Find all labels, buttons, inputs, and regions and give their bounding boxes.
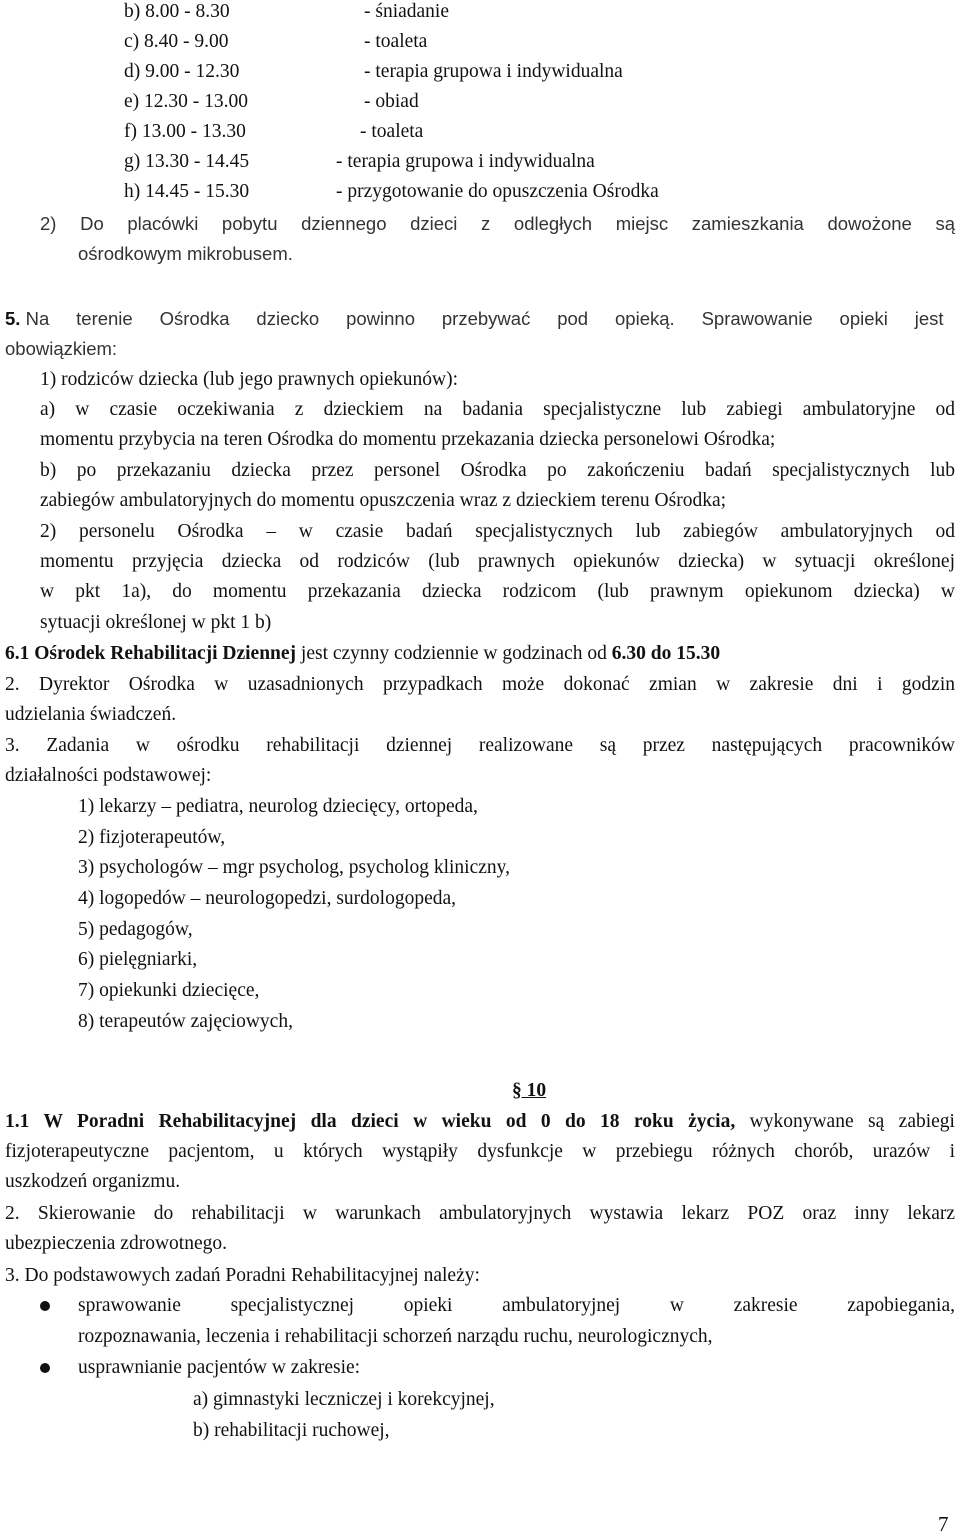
body-line: a) w czasie oczekiwania z dzieckiem na badania specjalistyczne lub zabiegi ambulatoryjne od [40,399,955,420]
bullet-item-line: usprawnianie pacjentów w zakresie: [78,1357,361,1378]
schedule-time: c) 8.40 - 9.00 [124,31,229,52]
clinic-paragraph-line [5,1110,955,1134]
sub-item: b) rehabilitacji ruchowej, [193,1420,390,1441]
bullet-item-line: sprawowanie specjalistycznej opieki ambulatoryjnej w zakresie zapobiegania, [78,1295,955,1316]
staff-list-item: 8) terapeutów zajęciowych, [78,1011,293,1032]
staff-list-item: 7) opiekunki dziecięce, [78,980,260,1001]
care-paragraph-text: Na terenie Ośrodka dziecko powinno przebywać pod opieką. Sprawowanie opieki jest [25,308,944,329]
schedule-activity: - terapia grupowa i indywidualna [364,61,623,82]
schedule-activity: - przygotowanie do opuszczenia Ośrodka [336,181,659,202]
schedule-activity: - toaleta [364,31,428,52]
staff-list-item: 1) lekarzy – pediatra, neurolog dziecięcy, ortopeda, [78,796,478,817]
director-paragraph-line: udzielania świadczeń. [5,704,177,725]
transport-paragraph-line: ośrodkowym mikrobusem. [78,243,293,264]
tasks-paragraph-line: działalności podstawowej: [5,765,212,786]
referral-paragraph-line: 2. Skierowanie do rehabilitacji w warunkach ambulatoryjnych wystawia lekarz POZ oraz inny lekarz [5,1203,955,1224]
staff-list-item: 3) psychologów – mgr psycholog, psycholog kliniczny, [78,857,511,878]
schedule-time: e) 12.30 - 13.00 [124,91,249,112]
schedule-activity: - śniadanie [364,1,450,22]
schedule-time: g) 13.30 - 14.45 [124,151,250,172]
body-line: b) po przekazaniu dziecka przez personel Ośrodka po zakończeniu badań specjalistycznych lub [40,460,955,481]
clinic-paragraph-line: uszkodzeń organizmu. [5,1171,181,1192]
tasks-paragraph-line: 3. Zadania w ośrodku rehabilitacji dziennej realizowane są przez następujących pracowników [5,735,955,756]
page-number: 7 [938,1512,949,1536]
day-center-name: 6.1 Ośrodek Rehabilitacji Dziennej [5,643,297,664]
schedule-time: f) 13.00 - 13.30 [124,121,246,142]
body-line: momentu przyjęcia dziecka od rodziców (lub prawnych opiekunów dziecka) w sytuacji określonej [40,551,955,572]
body-line: momentu przybycia na teren Ośrodka do momentu przekazania dziecka personelowi Ośrodka; [40,429,776,450]
bullet-icon [40,1363,50,1373]
body-line: zabiegów ambulatoryjnych do momentu opuszczenia wraz z dzieckiem terenu Ośrodka; [40,490,727,511]
schedule-time: b) 8.00 - 8.30 [124,1,230,22]
staff-list-item: 2) fizjoterapeutów, [78,827,226,848]
bullet-icon [40,1301,50,1311]
sub-item: a) gimnastyki leczniczej i korekcyjnej, [193,1389,495,1410]
bullet-item-line: rozpoznawania, leczenia i rehabilitacji schorzeń narządu ruchu, neurologicznych, [78,1326,713,1347]
clinic-paragraph-line: fizjoterapeutyczne pacjentom, u których wystąpiły dysfunkcje w przebiegu różnych chorób, urazów i [5,1141,955,1162]
section-number: § 10 [512,1080,547,1101]
day-center-hours-range: 6.30 do 15.30 [611,643,721,664]
staff-list-item: 4) logopedów – neurologopedzi, surdologopeda, [78,888,457,909]
care-paragraph-number: 5. [5,308,21,329]
referral-paragraph-line: ubezpieczenia zdrowotnego. [5,1233,227,1254]
staff-list-item: 5) pedagogów, [78,919,193,940]
staff-list-item: 6) pielęgniarki, [78,949,198,970]
schedule-time: d) 9.00 - 12.30 [124,61,240,82]
clinic-name: 1.1 W Poradni Rehabilitacyjnej dla dzieci w wieku od 0 do 18 roku życia, [5,1111,736,1132]
body-line: 2) personelu Ośrodka – w czasie badań specjalistycznych lub zabiegów ambulatoryjnych od [40,521,955,542]
guardian-duty-heading: 1) rodziców dziecka (lub jego prawnych opiekunów): [40,369,459,390]
director-paragraph-line: 2. Dyrektor Ośrodka w uzasadnionych przypadkach może dokonać zmian w zakresie dni i godzin [5,674,955,695]
schedule-activity: - toaleta [360,121,424,142]
clinic-tasks-heading: 3. Do podstawowych zadań Poradni Rehabilitacyjnej należy: [5,1265,480,1286]
day-center-hours-text: jest czynny codziennie w godzinach od [296,643,612,664]
clinic-text: wykonywane są zabiegi [735,1111,955,1132]
care-paragraph [5,307,955,331]
schedule-activity: - terapia grupowa i indywidualna [336,151,595,172]
body-line: w pkt 1a), do momentu przekazania dziecka rodzicom (lub prawnym opiekunom dziecka) w [40,581,955,602]
care-paragraph-line: obowiązkiem: [5,338,118,359]
day-center-hours [5,642,720,666]
body-line: sytuacji określonej w pkt 1 b) [40,612,272,633]
schedule-time: h) 14.45 - 15.30 [124,181,250,202]
schedule-activity: - obiad [364,91,419,112]
transport-paragraph-line: 2) Do placówki pobytu dziennego dzieci z odległych miejsc zamieszkania dowożone są [40,213,955,234]
